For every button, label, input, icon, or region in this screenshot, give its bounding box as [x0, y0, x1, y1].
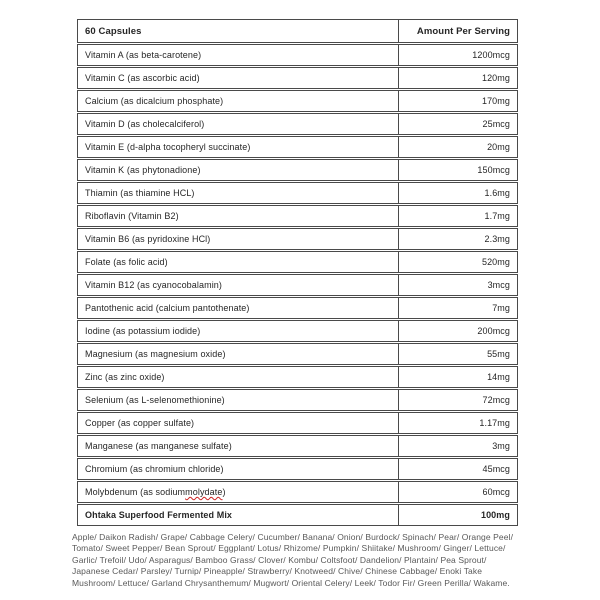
- ingredient-line: Japanese Cedar/ Parsley/ Turnip/ Pineapple/ Strawberry/ Knotweed/ Chive/ Chinese Cabbage/ Enoki Take: [72, 566, 483, 577]
- nutrient-name: Calcium (as dicalcium phosphate): [78, 91, 399, 111]
- table-row: [77, 458, 518, 480]
- nutrient-name: Folate (as folic acid): [78, 252, 399, 272]
- ingredient-list: [72, 532, 542, 589]
- nutrient-name: Zinc (as zinc oxide): [78, 367, 399, 387]
- table-row: [77, 113, 518, 135]
- table-row: [77, 205, 518, 227]
- nutrient-name: Riboflavin (Vitamin B2): [78, 206, 399, 226]
- table-header-row: [77, 19, 518, 43]
- nutrient-amount: 20mg: [487, 142, 510, 152]
- nutrient-amount: 200mcg: [477, 326, 510, 336]
- ingredient-line: Tomato/ Sweet Pepper/ Bean Sprout/ Eggplant/ Lotus/ Rhizome/ Pumpkin/ Shiitake/ Mushroom/ Ginger/ Lettuce/: [72, 543, 506, 554]
- table-row: [77, 320, 518, 342]
- table-row: [77, 159, 518, 181]
- table-row: [77, 412, 518, 434]
- nutrient-amount: 2.3mg: [484, 234, 510, 244]
- table-row: [77, 481, 518, 503]
- nutrient-name: Chromium (as chromium chloride): [78, 459, 399, 479]
- nutrient-amount: 1.6mg: [484, 188, 510, 198]
- table-row: [77, 228, 518, 250]
- table-row: [77, 297, 518, 319]
- nutrient-name: Manganese (as manganese sulfate): [78, 436, 399, 456]
- table-row: [77, 504, 518, 526]
- nutrient-amount: 520mg: [481, 257, 510, 267]
- supplement-facts-table: [77, 19, 518, 526]
- nutrient-name: Selenium (as L-selenomethionine): [78, 390, 399, 410]
- nutrient-name-text: ): [222, 487, 226, 497]
- nutrient-name: Copper (as copper sulfate): [78, 413, 399, 433]
- ingredient-line: Mushroom/ Lettuce/ Garland Chrysanthemum/ Mugwort/ Oriental Celery/ Leek/ Todor Fir/ Green Perilla/ Wakame.: [72, 577, 510, 588]
- table-row: [77, 251, 518, 273]
- nutrient-name: Vitamin B12 (as cyanocobalamin): [78, 275, 399, 295]
- nutrient-name: Thiamin (as thiamine HCL): [78, 183, 399, 203]
- table-row: [77, 343, 518, 365]
- nutrient-name: Iodine (as potassium iodide): [78, 321, 399, 341]
- nutrient-amount: 1.7mg: [484, 211, 510, 221]
- nutrient-name: Vitamin K (as phytonadione): [78, 160, 399, 180]
- nutrient-amount: 150mcg: [477, 165, 510, 175]
- nutrient-name: Pantothenic acid (calcium pantothenate): [78, 298, 399, 318]
- nutrient-name-text: Molybdenum (as sodium: [85, 487, 186, 497]
- ingredient-line: Garlic/ Trefoil/ Udo/ Asparagus/ Bamboo Grass/ Clover/ Kombu/ Coltsfoot/ Dandelion/ Plantain/ Pea Sprout/: [72, 554, 487, 565]
- ingredient-line: Apple/ Daikon Radish/ Grape/ Cabbage Celery/ Cucumber/ Banana/ Onion/ Burdock/ Spinach/ Pear/ Orange Peel/: [72, 532, 514, 542]
- table-row: [77, 67, 518, 89]
- table-row: [77, 389, 518, 411]
- nutrient-amount: 7mg: [492, 303, 510, 313]
- nutrient-amount: 14mg: [487, 372, 510, 382]
- nutrient-amount: 100mg: [480, 510, 510, 520]
- table-row: [77, 366, 518, 388]
- nutrient-name: Vitamin E (d-alpha tocopheryl succinate): [78, 137, 399, 157]
- table-row: [77, 44, 518, 66]
- nutrient-name: Vitamin A (as beta-carotene): [78, 45, 399, 65]
- table-row: [77, 136, 518, 158]
- table-row: [77, 274, 518, 296]
- nutrient-amount: 1200mcg: [472, 50, 510, 60]
- column-header-amount-per-serving: Amount Per Serving: [416, 25, 510, 37]
- nutrient-name: [78, 482, 399, 502]
- nutrient-name: Vitamin C (as ascorbic acid): [78, 68, 399, 88]
- table-row: [77, 435, 518, 457]
- nutrient-name: Magnesium (as magnesium oxide): [78, 344, 399, 364]
- nutrient-amount: 45mcg: [482, 464, 510, 474]
- table-row: [77, 90, 518, 112]
- nutrient-name: Ohtaka Superfood Fermented Mix: [78, 505, 399, 525]
- nutrient-amount: 60mcg: [482, 487, 510, 497]
- table-body: [77, 44, 518, 526]
- nutrient-name: Vitamin B6 (as pyridoxine HCl): [78, 229, 399, 249]
- nutrient-amount: 3mg: [492, 441, 510, 451]
- nutrient-name: Vitamin D (as cholecalciferol): [78, 114, 399, 134]
- nutrient-amount: 3mcg: [487, 280, 510, 290]
- nutrient-amount: 72mcg: [482, 395, 510, 405]
- column-header-capsules: 60 Capsules: [78, 20, 399, 42]
- nutrient-amount: 170mg: [481, 96, 510, 106]
- nutrient-amount: 55mg: [487, 349, 510, 359]
- nutrient-amount: 25mcg: [482, 119, 510, 129]
- misspelled-word: molydate: [185, 487, 223, 497]
- nutrient-amount: 1.17mg: [479, 418, 510, 428]
- nutrient-amount: 120mg: [481, 73, 510, 83]
- table-row: [77, 182, 518, 204]
